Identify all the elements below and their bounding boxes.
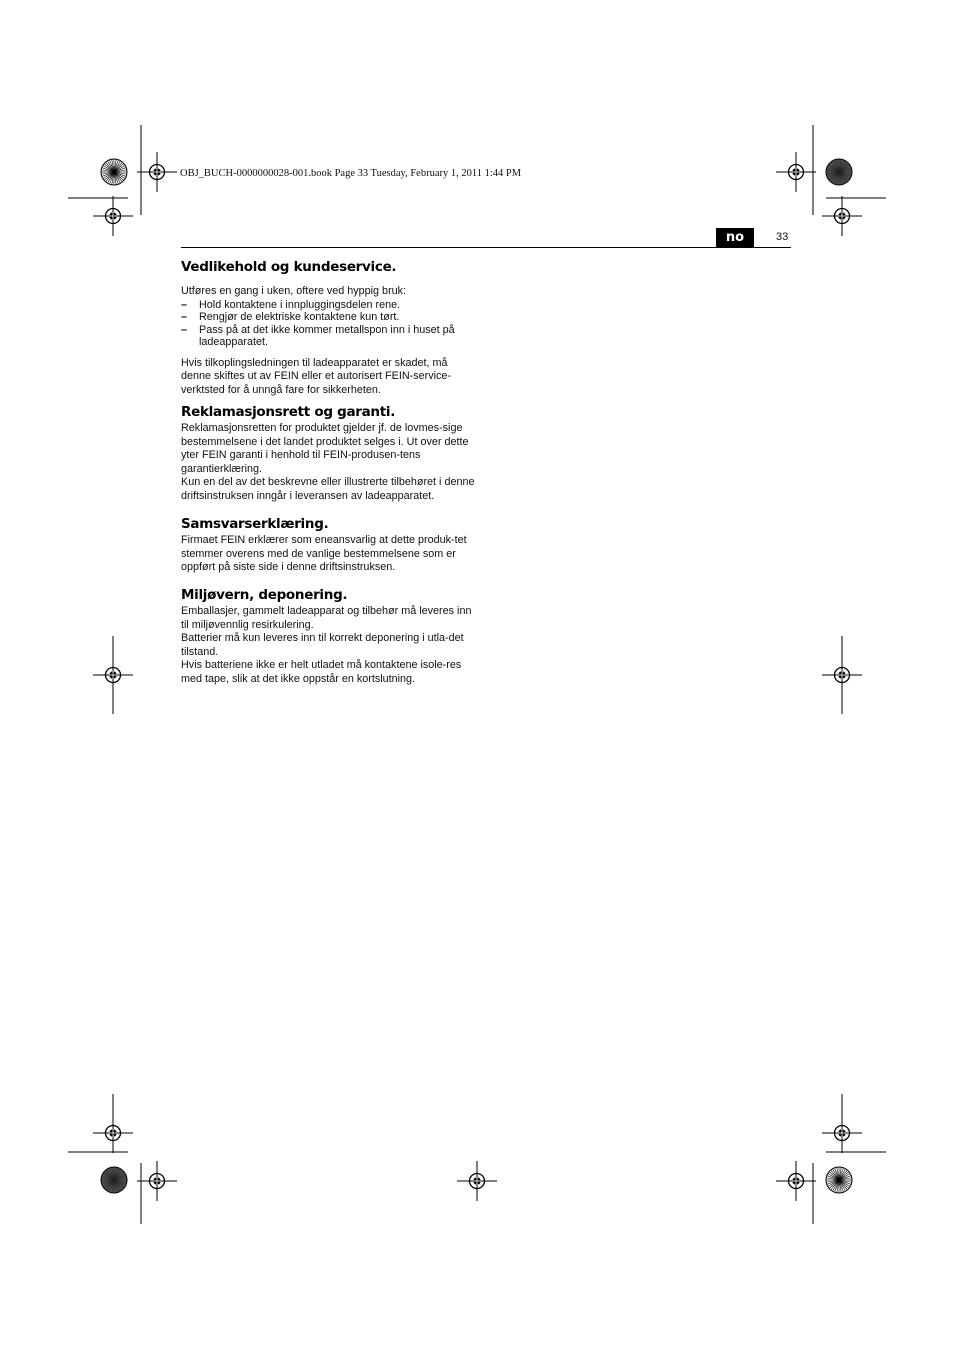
environment-paragraph: Batterier må kun leveres inn til korrekt deponering i utla-det tilstand. <box>181 632 464 658</box>
star-target-mark <box>826 1167 852 1193</box>
page-number: 33 <box>776 231 789 243</box>
registration-mark <box>93 196 133 236</box>
section-heading: Vedlikehold og kundeservice. <box>181 259 397 275</box>
registration-mark <box>457 1161 497 1201</box>
conformity-paragraph: Firmaet FEIN erklærer som eneansvarlig at dette produk-tet stemmer overens med de vanlige bestemmelsene som er oppført på siste side i denne driftsinstruksen. <box>181 534 467 573</box>
warranty-paragraph: Reklamasjonsretten for produktet gjelder jf. de lovmes-sige bestemmelsene i det landet produktet selges i. Ut over dette yter FEIN garanti i henhold til FEIN-produsen-tens garantierklæring. <box>181 422 469 475</box>
registration-mark <box>93 655 133 695</box>
section-heading: Samsvarserklæring. <box>181 516 329 532</box>
registration-mark <box>137 152 177 192</box>
maintenance-intro: Utføres en gang i uken, oftere ved hyppig bruk: <box>181 285 407 297</box>
section-maintenance <box>181 259 479 397</box>
list-item: – Rengjør de elektriske kontaktene kun tørt. <box>181 311 400 323</box>
section-heading: Miljøvern, deponering. <box>181 587 348 603</box>
star-target-mark <box>826 159 852 185</box>
language-badge: no <box>716 228 754 247</box>
maintenance-list <box>181 299 479 349</box>
star-target-mark <box>101 1167 127 1193</box>
section-environment <box>181 587 479 686</box>
registration-mark <box>822 196 862 236</box>
registration-mark <box>822 655 862 695</box>
section-heading: Reklamasjonsrett og garanti. <box>181 404 396 420</box>
book-info-line: OBJ_BUCH-0000000028-001.book Page 33 Tuesday, February 1, 2011 1:44 PM <box>180 168 522 179</box>
list-item: – Pass på at det ikke kommer metallspon inn i huset på ladeapparatet. <box>181 323 455 348</box>
registration-mark <box>137 1161 177 1201</box>
warranty-paragraph: Kun en del av det beskrevne eller illustrerte tilbehøret i denne driftsinstruksen inngår i leveransen av ladeapparatet. <box>181 476 475 502</box>
section-warranty <box>181 404 479 503</box>
registration-mark <box>776 152 816 192</box>
star-target-mark <box>101 159 127 185</box>
environment-paragraph: Hvis batteriene ikke er helt utladet må kontaktene isole-res med tape, slik at det ikke oppstår en kortslutning. <box>181 659 462 685</box>
list-item: – Hold kontaktene i innpluggingsdelen rene. <box>181 298 401 311</box>
registration-mark <box>776 1161 816 1201</box>
environment-paragraph: Emballasjer, gammelt ladeapparat og tilbehør må leveres inn til miljøvennlig resirkulering. <box>181 605 472 631</box>
maintenance-paragraph: Hvis tilkoplingsledningen til ladeapparatet er skadet, må denne skiftes ut av FEIN eller et autorisert FEIN-service-verktsted for å unngå fare for sikkerheten. <box>181 356 452 396</box>
header-rule <box>181 247 791 248</box>
section-conformity <box>181 516 479 575</box>
